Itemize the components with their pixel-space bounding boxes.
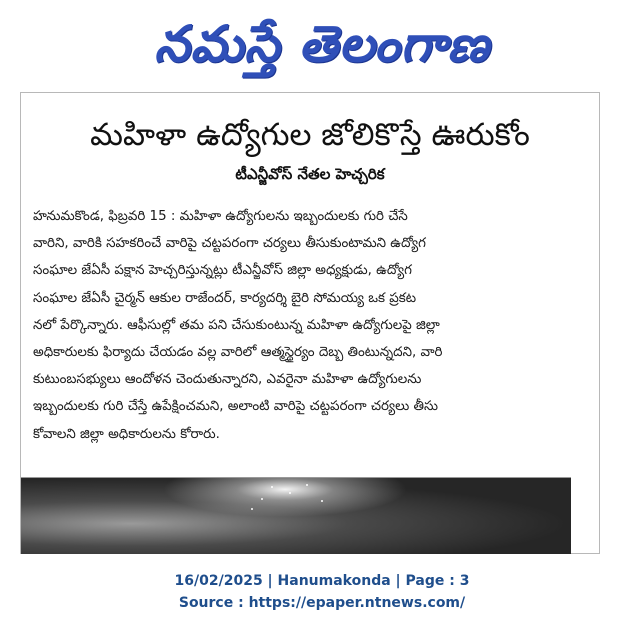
article-photo (21, 477, 571, 554)
article-line: సంఘాల జేఏసీ పక్షాన హెచ్చరిస్తున్నట్లు టీఎన్జీవోస్ జిల్లా అధ్యక్షుడు, ఉద్యోగ (33, 263, 412, 279)
photo-margin (571, 477, 599, 553)
spark-decoration (321, 500, 323, 502)
spark-decoration (261, 498, 263, 500)
clipping-footer (0, 570, 644, 614)
spark-decoration (289, 492, 291, 494)
article-line: సంఘాల జేఏసీ చైర్మన్ ఆకుల రాజేందర్, కార్యదర్శి బైరి సోమయ్య ఒక ప్రకట (33, 290, 417, 306)
article-subheadline: టీఎన్జీవోస్ నేతల హెచ్చరిక (235, 165, 385, 183)
article-line: హనుమకొండ, ఫిబ్రవరి 15 : మహిళా ఉద్యోగులను ఇబ్బందులకు గురి చేసే (33, 209, 408, 224)
article-line: ఇబ్బందులకు గురి చేస్తే ఉపేక్షించమని, అలాంటి వారిపై చట్టపరంగా చర్యలు తీసు (33, 399, 439, 415)
article-line: వారిని, వారికి సహకరించే వారిపై చట్టపరంగా చర్యలు తీసుకుంటామని ఉద్యోగ (33, 236, 426, 252)
article-line: నలో పేర్కొన్నారు. ఆఫీసుల్లో తమ పని చేసుకుంటున్న మహిళా ఉద్యోగులపై జిల్లా (33, 317, 440, 333)
footer-source: Source : https://epaper.ntnews.com/ (178, 595, 466, 611)
article-line: అధికారులకు ఫిర్యాదు చేయడం వల్ల వారిలో ఆత్మస్థైర్యం దెబ్బ తింటున్నదని, వారి (33, 345, 443, 361)
spark-decoration (251, 508, 253, 510)
spark-decoration (306, 484, 308, 486)
article-clipping (20, 92, 600, 554)
article-body (33, 203, 585, 448)
spark-decoration (271, 486, 273, 488)
newspaper-logo: నమస్తే తెలంగాణ (154, 14, 490, 73)
article-headline: మహిళా ఉద్యోగుల జోలికొస్తే ఊరుకోం (90, 117, 530, 153)
article-line: కుటుంబసభ్యులు ఆందోళన చెందుతున్నారని, ఎవరైనా మహిళా ఉద్యోగులను (33, 372, 422, 388)
footer-date-edition: 16/02/2025 | Hanumakonda | Page : 3 (174, 573, 470, 589)
article-line: కోవాలని జిల్లా అధికారులను కోరారు. (33, 426, 220, 442)
masthead (0, 2, 644, 86)
